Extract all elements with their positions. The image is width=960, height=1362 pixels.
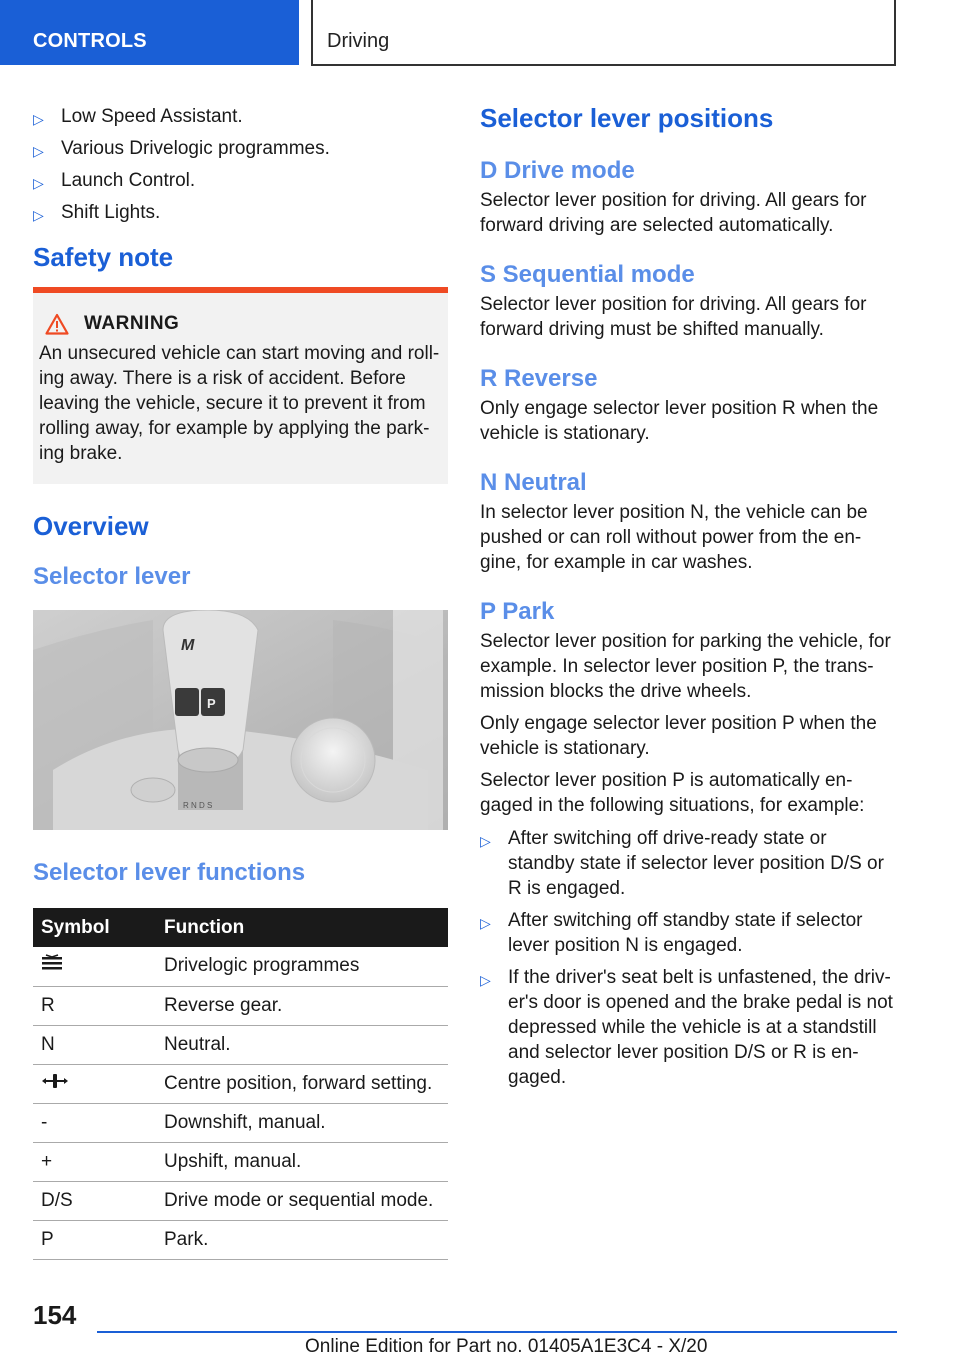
selector-lever-heading: Selector lever — [33, 563, 191, 590]
p-park-conditions-list — [480, 826, 900, 1090]
header-chapter-box — [311, 0, 896, 66]
warning-label: WARNING — [84, 313, 180, 334]
table-row — [33, 1103, 448, 1142]
header-section-tab — [0, 0, 299, 65]
n-neutral-heading: N Neutral — [480, 469, 587, 496]
table-header-symbol: Symbol — [33, 908, 164, 947]
list-item: ▷ After switching off drive-ready state or standby state if selector lever position D/S or R is engaged. — [480, 828, 884, 899]
selector-lever-illustration — [33, 610, 448, 830]
table-row — [33, 1025, 448, 1064]
d-drive-mode-heading: D Drive mode — [480, 157, 635, 184]
symbol-cell: P — [33, 1220, 164, 1259]
triangle-bullet-icon: ▷ — [33, 111, 44, 127]
symbol-cell: - — [33, 1103, 164, 1142]
list-item: ▷ Various Drivelogic programmes. — [33, 136, 448, 161]
left-column — [33, 100, 448, 1260]
selector-lever-image — [33, 610, 448, 830]
triangle-bullet-icon: ▷ — [480, 833, 491, 849]
table-header-row — [33, 908, 448, 947]
symbol-cell: D/S — [33, 1181, 164, 1220]
list-item: ▷ Launch Control. — [33, 168, 448, 193]
gear-indicator-strip: R N D S — [183, 801, 213, 810]
s-sequential-mode-text: Selector lever position for driving. All gears for forward driving must be shifted manually. — [480, 294, 867, 340]
r-reverse-text: Only engage selector lever position R when the vehicle is stationary. — [480, 398, 879, 444]
symbol-cell: + — [33, 1142, 164, 1181]
triangle-bullet-icon: ▷ — [33, 175, 44, 191]
warning-text: An unsecured vehicle can start moving and roll- ing away. There is a risk of accident. Before leaving the vehicle, secure it to prevent it from rolling away, for example by applying the park- ing brake. — [39, 343, 440, 464]
drivelogic-icon — [41, 954, 63, 972]
symbol-cell — [33, 947, 164, 986]
symbol-cell: N — [33, 1025, 164, 1064]
table-header-function: Function — [164, 908, 448, 947]
triangle-bullet-icon: ▷ — [33, 207, 44, 223]
symbol-cell — [33, 1064, 164, 1103]
table-row — [33, 986, 448, 1025]
p-park-para-2: Only engage selector lever position P when the vehicle is stationary. — [480, 713, 877, 759]
function-cell: Neutral. — [164, 1025, 448, 1064]
function-cell: Drive mode or sequential mode. — [164, 1181, 448, 1220]
p-park-para-3: Selector lever position P is automatically en- gaged in the following situations, for example: — [480, 770, 865, 816]
table-row — [33, 947, 448, 986]
functions-table — [33, 908, 448, 1260]
function-cell: Upshift, manual. — [164, 1142, 448, 1181]
footer-edition: Online Edition for Part no. 01405A1E3C4 - X/20 — [305, 1336, 708, 1357]
triangle-bullet-icon: ▷ — [480, 915, 491, 931]
p-park-heading: P Park — [480, 598, 555, 625]
header-section-label: CONTROLS — [33, 30, 147, 52]
function-cell: Park. — [164, 1220, 448, 1259]
footer-divider — [97, 1331, 897, 1333]
function-cell: Centre position, forward setting. — [164, 1064, 448, 1103]
page-number: 154 — [33, 1300, 77, 1330]
safety-note-heading: Safety note — [33, 242, 174, 272]
table-row — [33, 1064, 448, 1103]
selector-lever-positions-heading: Selector lever positions — [480, 103, 774, 133]
table-row — [33, 1220, 448, 1259]
table-row — [33, 1142, 448, 1181]
r-reverse-heading: R Reverse — [480, 365, 598, 392]
list-item: ▷ Low Speed Assistant. — [33, 104, 448, 129]
symbol-cell: R — [33, 986, 164, 1025]
triangle-bullet-icon: ▷ — [33, 143, 44, 159]
header-chapter-label: Driving — [327, 30, 390, 52]
right-column — [480, 100, 900, 1097]
function-cell: Reverse gear. — [164, 986, 448, 1025]
selector-lever-functions-heading: Selector lever functions — [33, 859, 306, 886]
function-cell: Downshift, manual. — [164, 1103, 448, 1142]
table-row — [33, 1181, 448, 1220]
p-park-para-1: Selector lever position for parking the vehicle, for example. In selector lever position P, the trans- mission blocks the drive wheels. — [480, 631, 891, 702]
d-drive-mode-text: Selector lever position for driving. All gears for forward driving are selected automatically. — [480, 190, 867, 236]
s-sequential-mode-heading: S Sequential mode — [480, 261, 695, 288]
list-item: ▷ Shift Lights. — [33, 200, 448, 225]
list-item: ▷ After switching off standby state if selector lever position N is engaged. — [480, 910, 863, 956]
list-item: ▷ If the driver's seat belt is unfastened, the driv- er's door is opened and the brake pedal is not depressed while the vehicle is at a standstill and selector lever position D/S or R is en- gaged. — [480, 967, 893, 1088]
warning-box — [33, 287, 448, 484]
warning-triangle-icon — [45, 313, 69, 335]
feature-list — [33, 104, 448, 225]
overview-heading: Overview — [33, 511, 149, 541]
centre-position-icon — [41, 1072, 69, 1090]
warning-header — [45, 313, 442, 335]
n-neutral-text: In selector lever position N, the vehicle can be pushed or can roll without power from the en- gine, for example in car washes. — [480, 502, 868, 573]
triangle-bullet-icon: ▷ — [480, 972, 491, 988]
lever-p-button-label: P — [207, 696, 216, 711]
lever-logo: M — [181, 637, 195, 654]
function-cell: Drivelogic programmes — [164, 947, 448, 986]
